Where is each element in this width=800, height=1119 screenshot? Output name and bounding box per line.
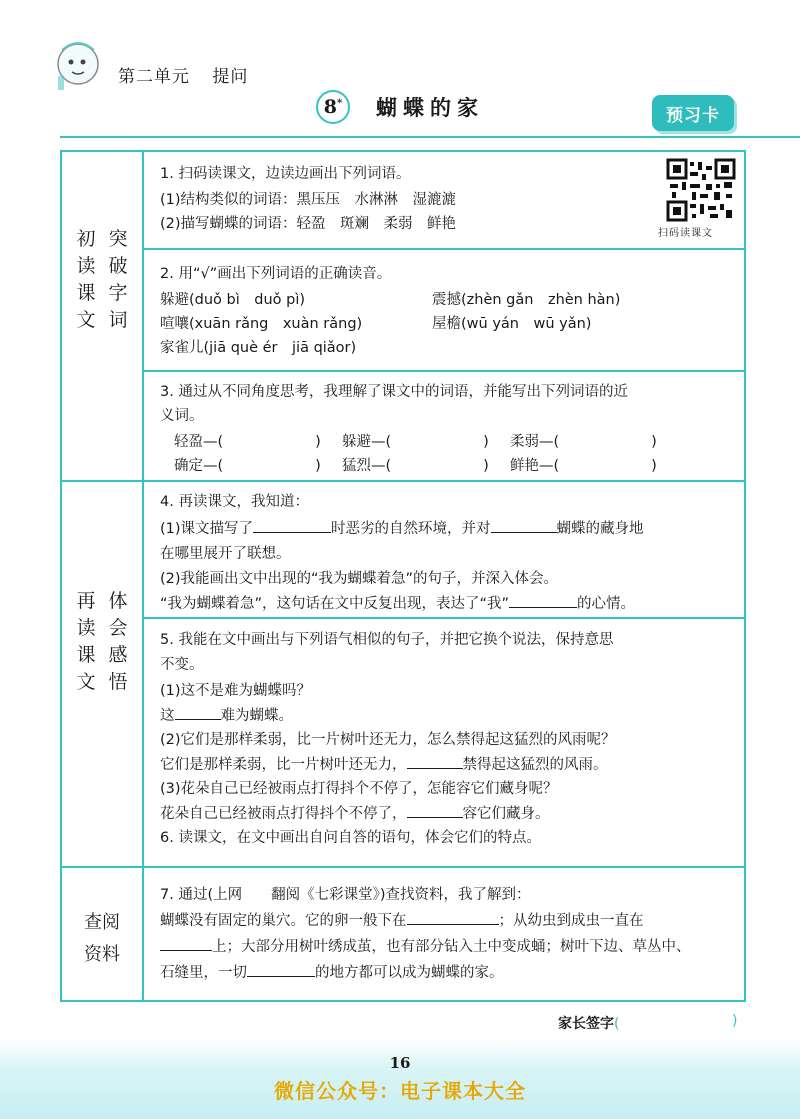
- unit-label: 第二单元: [118, 67, 190, 87]
- side-label-char: 感: [108, 644, 128, 666]
- topic-label: 提问: [212, 67, 249, 87]
- synonym-prompt: 猛烈—(: [342, 458, 392, 474]
- synonym-prompt: 躲避—(: [342, 434, 392, 450]
- lesson-header: [316, 90, 484, 124]
- question-5: [160, 628, 616, 851]
- q7-text: ；从幼虫到成虫一直在: [498, 913, 644, 929]
- q7-text: 蝴蝶没有固定的巢穴。它的卵一般下在: [160, 913, 407, 929]
- fill-blank[interactable]: [491, 517, 557, 533]
- row-divider: [144, 248, 744, 250]
- section-divider: [62, 866, 744, 868]
- synonym-close: ): [651, 458, 657, 474]
- side-label-char: 体: [108, 590, 128, 612]
- side-label-char: 字: [108, 282, 128, 304]
- synonym-close: ): [651, 434, 657, 450]
- q5-text: 它们是那样柔弱，比一片树叶还无力，: [160, 756, 407, 773]
- q4-text: 的心情。: [577, 596, 636, 612]
- side-label-char: 读: [76, 617, 96, 639]
- lesson-mark: *: [337, 97, 343, 109]
- side-label-first-reading: [62, 226, 142, 334]
- question-1-line: (1)结构类似的词语：黑压压 水淋淋 湿漉漉: [160, 192, 457, 208]
- q5-text: 这: [160, 707, 175, 724]
- synonym-row: [160, 430, 678, 454]
- question-7-title: 7. 通过(上网 翻阅《七彩课堂》)查找资料，我了解到：: [160, 887, 531, 903]
- side-label-line: 资料: [84, 944, 120, 965]
- qr-caption: 扫码读课文: [658, 228, 713, 239]
- question-2: [160, 262, 692, 360]
- pinyin-item: 家雀儿(jiā què ér jiā qiǎor): [160, 340, 357, 356]
- unit-heading: [118, 62, 264, 87]
- pinyin-item: 屋檐(wū yán wū yǎn): [432, 316, 592, 332]
- page-number: 16: [389, 1054, 411, 1072]
- pinyin-item: 震撼(zhèn gǎn zhèn hàn): [432, 292, 621, 308]
- fill-blank[interactable]: [407, 909, 499, 925]
- side-label-char: 再: [76, 590, 96, 612]
- side-label-char: 课: [76, 644, 96, 666]
- signature-label: 家长签字: [558, 1016, 614, 1032]
- fill-blank[interactable]: [247, 961, 315, 977]
- question-1-title: 1. 扫码读课文，边读边画出下列词语。: [160, 166, 411, 182]
- synonym-prompt: 柔弱—(: [510, 434, 560, 450]
- q5-sentence: (3)花朵自己已经被雨点打得抖个不停了，怎能容它们藏身呢？: [160, 781, 558, 797]
- fill-blank[interactable]: [175, 704, 221, 720]
- synonym-prompt: 轻盈—(: [174, 434, 224, 450]
- q5-text: 花朵自己已经被雨点打得抖个不停了，: [160, 805, 407, 822]
- signature-open: (: [614, 1016, 620, 1032]
- question-4-title: 4. 再读课文，我知道：: [160, 494, 309, 510]
- side-label-char: 悟: [108, 671, 128, 693]
- side-label-char: 文: [76, 671, 96, 693]
- question-1: [160, 162, 456, 236]
- synonym-prompt: 确定—(: [174, 458, 224, 474]
- question-2-title: 2. 用“√”画出下列词语的正确读音。: [160, 266, 392, 282]
- question-7: [160, 882, 691, 986]
- fill-blank[interactable]: [253, 517, 331, 533]
- side-label-column: [75, 588, 97, 696]
- preview-card-tab: 预习卡: [652, 95, 734, 131]
- lesson-number: 8: [323, 96, 337, 118]
- q4-text: 在哪里展开了联想。: [160, 546, 291, 562]
- signature-close: ): [732, 1013, 738, 1029]
- q5-sentence: (2)它们是那样柔弱，比一片树叶还无力，怎么禁得起这猛烈的风雨呢？: [160, 732, 616, 748]
- q5-text: 难为蝴蝶。: [220, 707, 293, 724]
- q5-text: 容它们藏身。: [462, 805, 550, 822]
- side-label-char: 破: [108, 255, 128, 277]
- row-divider: [144, 617, 744, 619]
- side-label-line: 查阅: [84, 912, 120, 933]
- mascot-illustration: [52, 36, 104, 96]
- side-label-char: 词: [108, 309, 128, 331]
- q7-text: 上；大部分用树叶绣成茧，也有部分钻入土中变成蛹；树叶下边、草丛中、: [212, 939, 691, 955]
- parent-signature: [558, 1013, 738, 1033]
- fill-blank[interactable]: [509, 592, 577, 608]
- synonym-close: ): [315, 458, 321, 474]
- q4-text: (1)课文描写了: [160, 521, 254, 537]
- q7-text: 的地方都可以成为蝴蝶的家。: [315, 965, 504, 981]
- q4-text: 时恶劣的自然环境，并对: [331, 521, 491, 537]
- q5-text: 禁得起这猛烈的风雨。: [462, 756, 608, 773]
- side-label-char: 初: [76, 228, 96, 250]
- side-label-column: [107, 588, 129, 696]
- side-label-column: [75, 226, 97, 334]
- synonym-row: [160, 454, 678, 478]
- synonym-close: ): [483, 458, 489, 474]
- question-3: [160, 380, 678, 478]
- row-divider: [144, 370, 744, 372]
- q5-sentence: (1)这不是难为蝴蝶吗？: [160, 683, 312, 699]
- q4-text: (2)我能画出文中出现的“我为蝴蝶着急”的句子，并深入体会。: [160, 571, 559, 587]
- side-label-research: [62, 908, 142, 966]
- question-1-line: (2)描写蝴蝶的词语：轻盈 斑斓 柔弱 鲜艳: [160, 216, 457, 232]
- synonym-prompt: 鲜艳—(: [510, 458, 560, 474]
- question-3-title-cont: 义词。: [160, 408, 204, 424]
- question-4: [160, 490, 644, 617]
- lesson-number-badge: [316, 90, 350, 124]
- fill-blank[interactable]: [407, 753, 463, 769]
- question-3-title: 3. 通过从不同角度思考，我理解了课文中的词语，并能写出下列词语的近: [160, 384, 628, 400]
- fill-blank[interactable]: [407, 802, 463, 818]
- q4-text: “我为蝴蝶着急”，这句话在文中反复出现，表达了“我”: [160, 596, 510, 612]
- side-label-char: 突: [108, 228, 128, 250]
- qr-code-icon: [666, 158, 736, 222]
- question-5-title: 5. 我能在文中画出与下列语气相似的句子，并把它换个说法，保持意思: [160, 632, 614, 648]
- synonym-close: ): [483, 434, 489, 450]
- synonym-close: ): [315, 434, 321, 450]
- q7-text: 石缝里，一切: [160, 965, 247, 981]
- worksheet-table: [60, 150, 746, 1002]
- side-label-char: 文: [76, 309, 96, 331]
- side-label-char: 会: [108, 617, 128, 639]
- side-label-char: 读: [76, 255, 96, 277]
- q4-text: 蝴蝶的藏身地: [556, 521, 644, 537]
- question-5-title-cont: 不变。: [160, 656, 204, 673]
- side-label-char: 课: [76, 282, 96, 304]
- pinyin-item: 喧嚷(xuān rǎng xuàn rǎng): [160, 316, 363, 332]
- wechat-watermark: 微信公众号：电子课本大全: [274, 1079, 526, 1103]
- pinyin-options: [160, 288, 692, 360]
- side-label-column: [107, 226, 129, 334]
- question-6-title: 6. 读课文，在文中画出自问自答的语句，体会它们的特点。: [160, 830, 541, 846]
- header-divider: [60, 136, 800, 138]
- side-label-second-reading: [62, 588, 142, 696]
- pinyin-item: 躲避(duǒ bì duǒ pì): [160, 292, 306, 308]
- lesson-title: 蝴蝶的家: [376, 95, 484, 120]
- fill-blank[interactable]: [160, 935, 212, 951]
- section-divider: [62, 480, 744, 482]
- label-column-divider: [142, 152, 144, 1000]
